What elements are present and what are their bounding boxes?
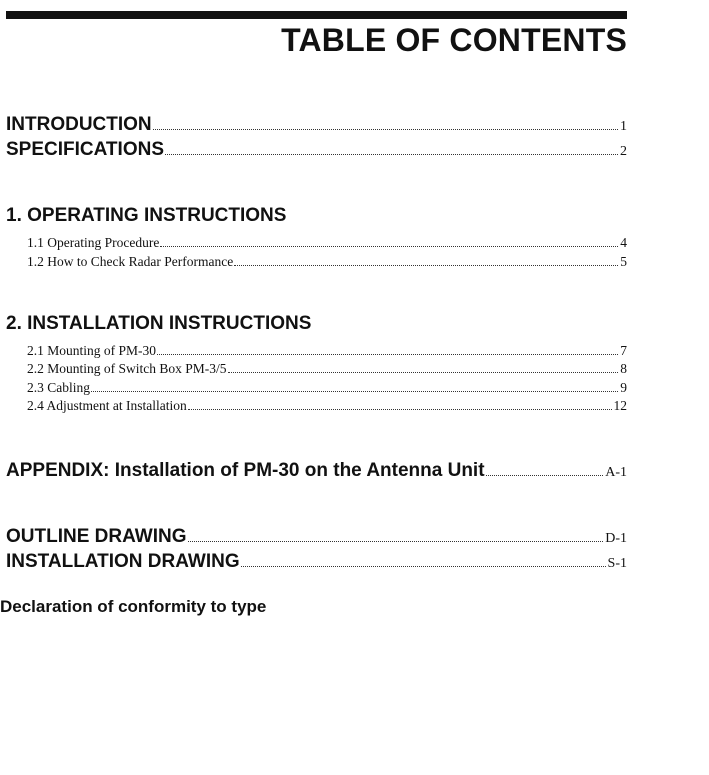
toc-entry-label: OUTLINE DRAWING	[6, 526, 187, 547]
dot-leader	[188, 409, 612, 410]
toc-entry-appendix[interactable]	[6, 460, 627, 482]
top-rule	[6, 11, 627, 19]
toc-entry-label: INSTALLATION DRAWING	[6, 551, 240, 572]
dot-leader	[165, 154, 618, 155]
toc-entry-1-1[interactable]	[27, 235, 627, 251]
toc-entry-page: 7	[620, 343, 627, 358]
dot-leader	[153, 129, 618, 130]
toc-entry-page: 8	[620, 361, 627, 376]
toc-entry-1-2[interactable]	[27, 254, 627, 270]
toc-entry-page: A-1	[605, 465, 627, 480]
toc-entry-page: 9	[620, 380, 627, 395]
dot-leader	[91, 391, 618, 392]
toc-entry-label: 2.3 Cabling	[27, 380, 90, 395]
toc-entry-declaration[interactable]: Declaration of conformity to type	[0, 597, 267, 616]
toc-entry-label: SPECIFICATIONS	[6, 139, 164, 160]
section-heading-operating[interactable]: 1. OPERATING INSTRUCTIONS	[6, 205, 287, 226]
toc-entry-page: S-1	[607, 556, 627, 571]
toc-entry-page: 4	[620, 235, 627, 250]
toc-entry-label: 1.1 Operating Procedure	[27, 235, 160, 250]
toc-entry-outline-drawing[interactable]	[6, 526, 627, 548]
dot-leader	[157, 354, 618, 355]
toc-entry-page: 2	[620, 144, 627, 159]
dot-leader	[486, 475, 604, 476]
toc-entry-specifications[interactable]	[6, 139, 627, 161]
section-heading-installation[interactable]: 2. INSTALLATION INSTRUCTIONS	[6, 313, 312, 334]
page-title: TABLE OF CONTENTS	[281, 22, 627, 58]
toc-entry-2-3[interactable]	[27, 380, 627, 396]
dot-leader	[228, 372, 619, 373]
toc-entry-2-2[interactable]	[27, 361, 627, 377]
toc-entry-label: 1.2 How to Check Radar Performance	[27, 254, 234, 269]
toc-entry-label: 2.1 Mounting of PM-30	[27, 343, 157, 358]
toc-entry-2-4[interactable]	[27, 398, 627, 414]
toc-entry-label: 2.4 Adjustment at Installation	[27, 398, 187, 413]
toc-entry-page: 12	[613, 398, 627, 413]
dot-leader	[188, 541, 604, 542]
toc-entry-label: INTRODUCTION	[6, 114, 152, 135]
toc-entry-page: D-1	[605, 531, 627, 546]
toc-entry-installation-drawing[interactable]	[6, 551, 627, 573]
dot-leader	[241, 566, 606, 567]
toc-entry-page: 1	[620, 119, 627, 134]
dot-leader	[234, 265, 618, 266]
toc-entry-2-1[interactable]	[27, 343, 627, 359]
toc-entry-label: 2.2 Mounting of Switch Box PM-3/5	[27, 361, 227, 376]
toc-entry-label: APPENDIX: Installation of PM-30 on the Antenna Unit	[6, 460, 485, 481]
toc-entry-page: 5	[620, 254, 627, 269]
dot-leader	[160, 246, 618, 247]
toc-entry-introduction[interactable]	[6, 114, 627, 136]
